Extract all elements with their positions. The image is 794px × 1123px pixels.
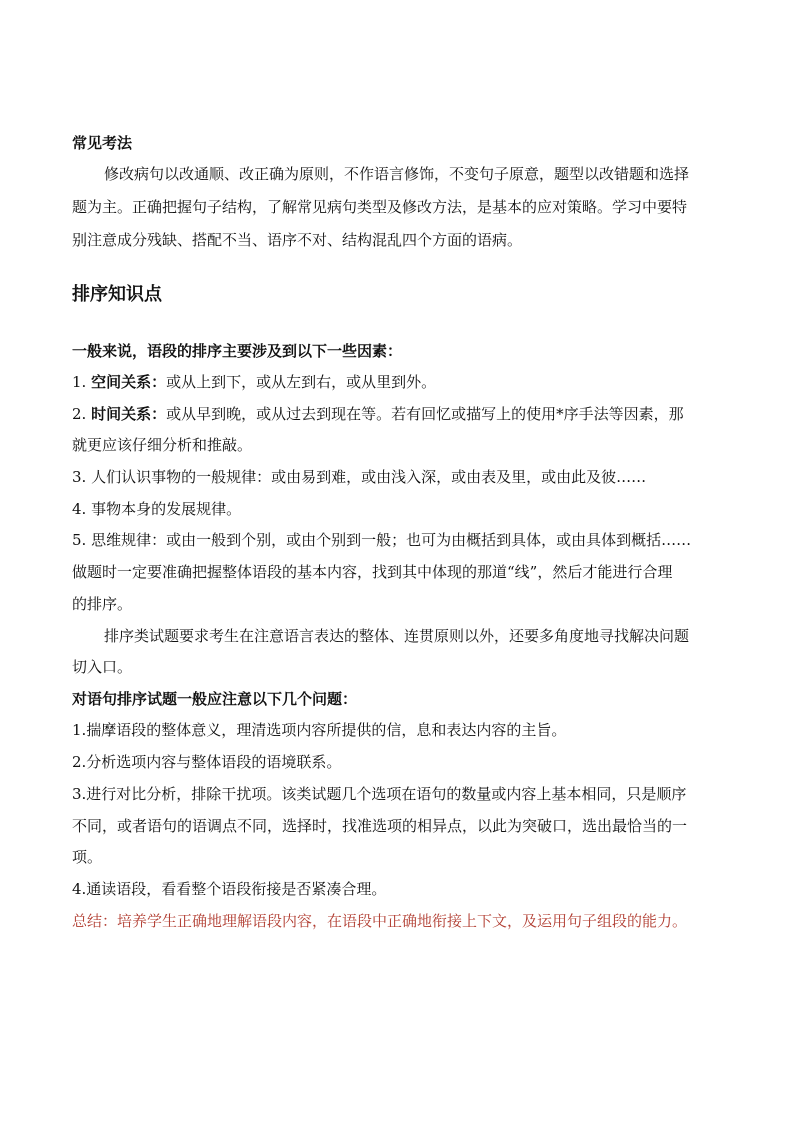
paragraph-line: 切入口。 — [72, 658, 133, 676]
notice-item-3: 3.进行对比分析，排除干扰项。该类试题几个选项在语句的数量或内容上基本相同，只是顺序 — [72, 785, 687, 803]
list-item-number: 1. — [72, 373, 87, 391]
section-title-ordering: 排序知识点 — [72, 284, 162, 305]
list-item-label: 空间关系： — [91, 373, 167, 391]
paragraph-line: 题为主。正确把握句子结构，了解常见病句类型及修改方法，是基本的应对策略。学习中要特 — [72, 198, 688, 216]
section-title-common-methods: 常见考法 — [72, 134, 133, 152]
list-item-2 — [72, 404, 684, 424]
notice-item-3-continued: 不同，或者语句的语调点不同，选择时，找准选项的相异点，以此为突破口，选出最恰当的一 — [72, 817, 688, 835]
list-item-text: 或从上到下，或从左到右，或从里到外。 — [166, 373, 437, 391]
list-item-3: 3. 人们认识事物的一般规律：或由易到难，或由浅入深，或由表及里，或由此及彼…… — [72, 468, 647, 486]
list-item-5-continued: 做题时一定要准确把握整体语段的基本内容，找到其中体现的那道“线”，然后才能进行合理 — [72, 563, 673, 581]
notice-item-1: 1.揣摩语段的整体意义，理清选项内容所提供的信，息和表达内容的主旨。 — [72, 721, 567, 739]
list-item-5-continued: 的排序。 — [72, 595, 133, 613]
notice-title: 对语句排序试题一般应注意以下几个问题： — [72, 690, 358, 708]
paragraph-line: 排序类试题要求考生在注意语言表达的整体、连贯原则以外，还要多角度地寻找解决问题 — [104, 627, 690, 645]
list-item-number: 2. — [72, 405, 87, 423]
list-item-label: 时间关系： — [91, 405, 167, 423]
list-item-2-continued: 就更应该仔细分析和推敲。 — [72, 436, 253, 454]
summary-line: 总结：培养学生正确地理解语段内容，在语段中正确地衔接上下文，及运用句子组段的能力。 — [72, 912, 688, 930]
list-item-1 — [72, 372, 436, 392]
list-item-text: 或从早到晚，或从过去到现在等。若有回忆或描写上的使用*序手法等因素，那 — [166, 405, 684, 423]
paragraph-line: 修改病句以改通顺、改正确为原则，不作语言修饰，不变句子原意，题型以改错题和选择 — [104, 165, 690, 183]
notice-item-3-continued: 项。 — [72, 848, 103, 866]
ordering-intro: 一般来说，语段的排序主要涉及到以下一些因素： — [72, 342, 403, 360]
list-item-5: 5. 思维规律：或由一般到个别，或由个别到一般；也可为由概括到具体，或由具体到概括…… — [72, 531, 692, 549]
list-item-4: 4. 事物本身的发展规律。 — [72, 500, 242, 518]
paragraph-line: 别注意成分残缺、搭配不当、语序不对、结构混乱四个方面的语病。 — [72, 231, 523, 249]
notice-item-4: 4.通读语段，看看整个语段衔接是否紧凑合理。 — [72, 880, 387, 898]
notice-item-2: 2.分析选项内容与整体语段的语境联系。 — [72, 753, 342, 771]
